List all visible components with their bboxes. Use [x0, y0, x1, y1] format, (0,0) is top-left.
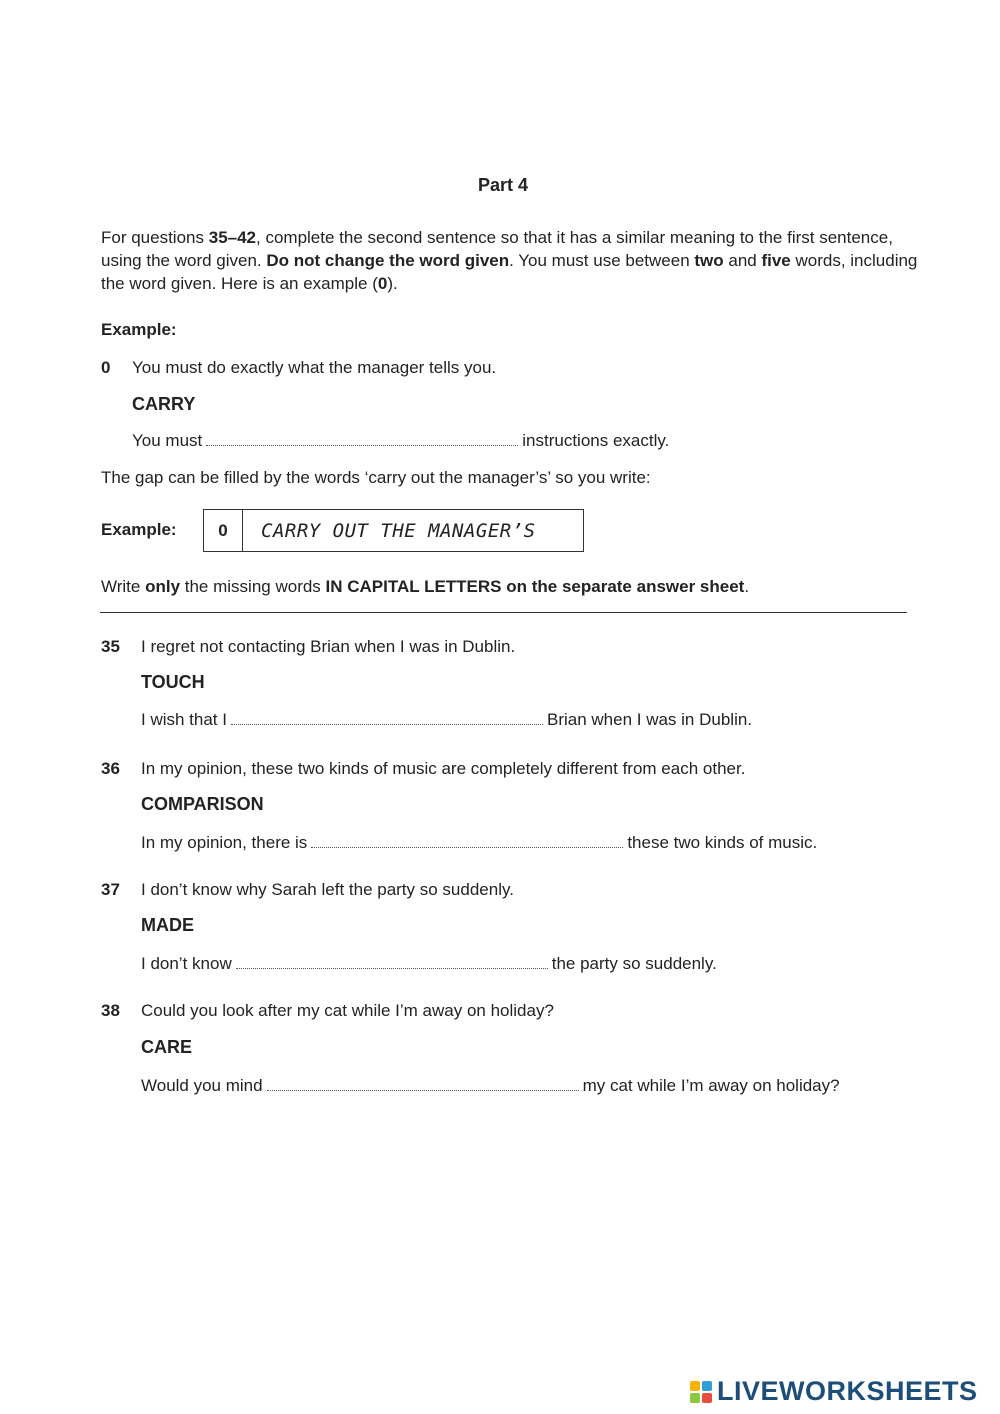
- instructions-min-words: two: [694, 251, 724, 270]
- question-sentence: I don’t know why Sarah left the party so suddenly.: [141, 880, 514, 899]
- write-note-caps: IN CAPITAL LETTERS on the separate answer sheet: [325, 577, 745, 596]
- instructions-example-ref: 0: [377, 274, 388, 293]
- answer-gap[interactable]: [231, 720, 543, 725]
- gap-after-text: my cat while I’m away on holiday?: [582, 1076, 840, 1095]
- instructions-text: words, including the word given. Here is an example (: [101, 251, 918, 293]
- question-gap-line: [141, 1076, 840, 1096]
- liveworksheets-logo-icon: [690, 1381, 712, 1403]
- instructions-warning: Do not change the word given: [266, 251, 510, 270]
- gap-after-text: instructions exactly.: [522, 431, 670, 450]
- write-note-text: .: [744, 577, 750, 596]
- write-note-text: the missing words: [180, 577, 326, 596]
- question-keyword: COMPARISON: [141, 794, 264, 814]
- logo-square: [702, 1381, 712, 1391]
- example-box-label: Example:: [101, 520, 177, 539]
- example-heading: Example:: [101, 320, 177, 339]
- question-number: 38: [101, 1001, 120, 1020]
- example-box-answer: CARRY OUT THE MANAGER’S: [261, 519, 536, 542]
- example-keyword: CARRY: [132, 394, 196, 414]
- question-sentence: I regret not contacting Brian when I was in Dublin.: [141, 637, 516, 656]
- example-number: 0: [101, 358, 111, 377]
- question-number: 36: [101, 759, 120, 778]
- question-keyword: TOUCH: [141, 672, 205, 692]
- question-sentence: Could you look after my cat while I’m away on holiday?: [141, 1001, 554, 1020]
- gap-before-text: I don’t know: [141, 954, 232, 973]
- answer-gap[interactable]: [236, 964, 548, 969]
- logo-square: [690, 1381, 700, 1391]
- example-answer-box: [203, 509, 584, 552]
- example-explanation: The gap can be filled by the words ‘carry out the manager’s’ so you write:: [101, 468, 651, 487]
- example-box-number: 0: [204, 510, 243, 551]
- question-number: 37: [101, 880, 120, 899]
- write-note-only: only: [145, 577, 181, 596]
- instructions-text: , complete the second sentence so that it has a similar meaning to the first sentence, using the word given.: [101, 228, 893, 270]
- question-number: 35: [101, 637, 120, 656]
- answer-gap[interactable]: [311, 843, 623, 848]
- logo-square: [690, 1393, 700, 1403]
- liveworksheets-logo-text: LIVEWORKSHEETS: [717, 1376, 978, 1406]
- question-sentence: In my opinion, these two kinds of music are completely different from each other.: [141, 759, 746, 778]
- gap-before-text: Would you mind: [141, 1076, 263, 1095]
- liveworksheets-logo: [690, 1376, 978, 1407]
- gap-dots: [206, 441, 518, 446]
- page-title: Part 4: [477, 175, 529, 195]
- instructions-text: . You must use between: [509, 251, 695, 270]
- question-keyword: CARE: [141, 1037, 193, 1057]
- instructions-max-words: five: [761, 251, 791, 270]
- gap-before-text: You must: [132, 431, 203, 450]
- instructions-text: and: [723, 251, 762, 270]
- write-note-text: Write: [101, 577, 146, 596]
- logo-square: [702, 1393, 712, 1403]
- question-gap-line: [141, 954, 717, 974]
- example-sentence: You must do exactly what the manager tells you.: [132, 358, 497, 377]
- question-keyword: MADE: [141, 915, 194, 935]
- instructions: [101, 226, 921, 295]
- gap-after-text: these two kinds of music.: [627, 833, 818, 852]
- section-divider: [100, 612, 907, 613]
- answer-gap[interactable]: [267, 1086, 579, 1091]
- gap-before-text: In my opinion, there is: [141, 833, 308, 852]
- question-gap-line: [141, 710, 752, 730]
- instructions-text: ).: [387, 274, 398, 293]
- write-note: [101, 577, 749, 597]
- example-gap-line: [132, 431, 669, 451]
- gap-after-text: the party so suddenly.: [551, 954, 717, 973]
- instructions-text: For questions: [101, 228, 209, 247]
- gap-before-text: I wish that I: [141, 710, 227, 729]
- gap-after-text: Brian when I was in Dublin.: [546, 710, 753, 729]
- question-gap-line: [141, 833, 817, 853]
- question-range: 35–42: [208, 228, 257, 247]
